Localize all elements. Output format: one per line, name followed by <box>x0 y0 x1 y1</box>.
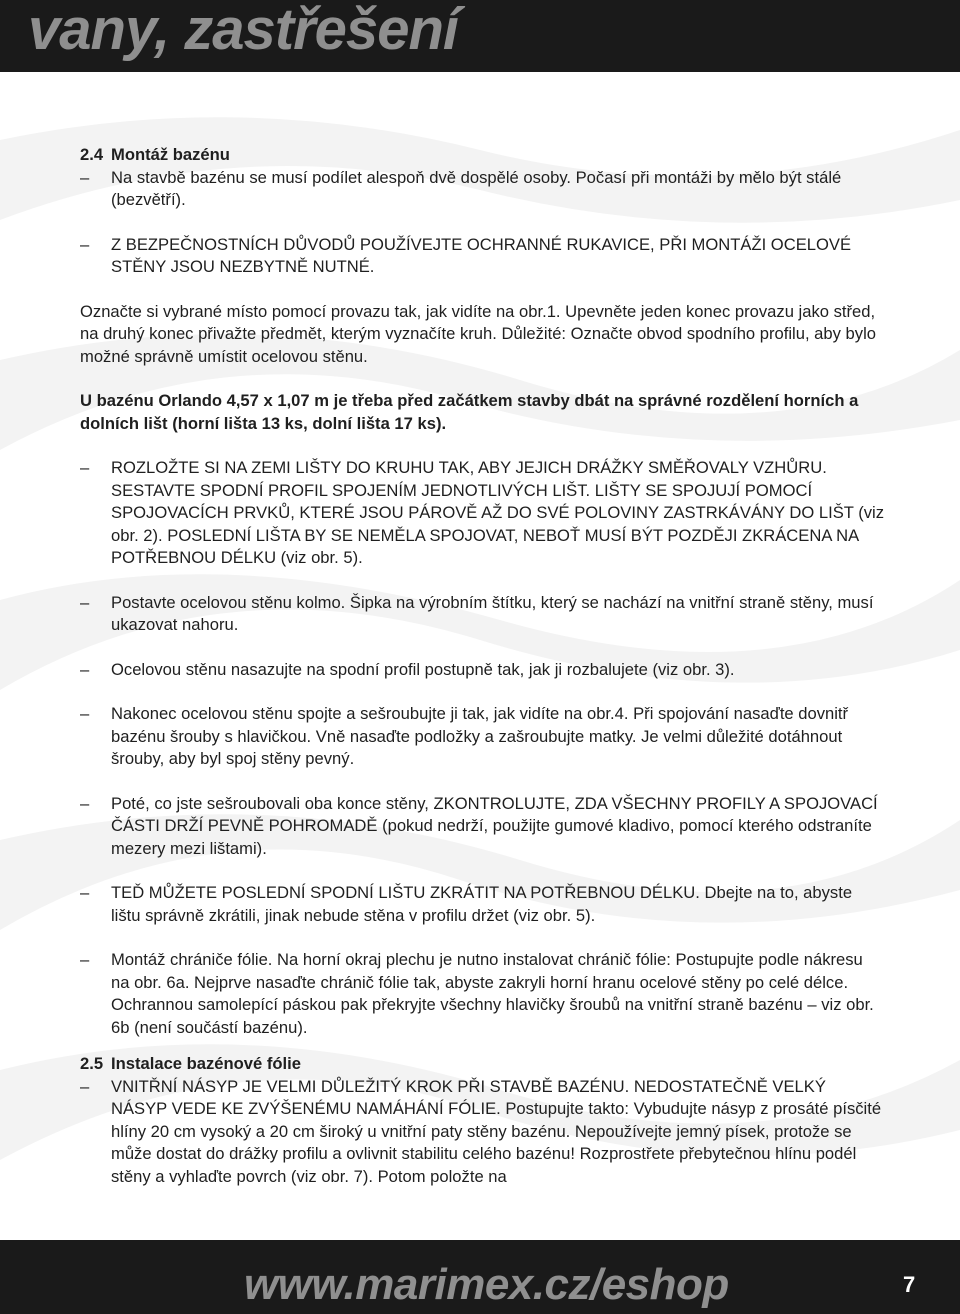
list-item <box>80 234 885 279</box>
section-title-text: Instalace bazénové fólie <box>111 1054 301 1073</box>
list-item-text: Nakonec ocelovou stěnu spojte a sešroubujte ji tak, jak vidíte na obr.4. Při spojování nasaďte dovnitř bazénu šrouby s hlavičkou. Vně nasaďte podložky a zašroubujte matky. Je velmi důležité dotáhnout šrouby, aby byl spoj stěny pevný. <box>111 704 849 768</box>
list-item-text: VNITŘNÍ NÁSYP JE VELMI DŮLEŽITÝ KROK PŘI STAVBĚ BAZÉNU. NEDOSTATEČNĚ VELKÝ NÁSYP VEDE KE ZVÝŠENÉMU NAMÁHÁNÍ FÓLIE. Postupujte takto: Vybudujte násyp z prosáté písčité hlíny 20 cm vysoký a 20 cm široký u vnitřní paty stěny bazénu. Nepoužívejte jemný písek, protože se může dostat do drážky profilu a ovlivnit stabilitu celého bazénu! Rozprostřete přebytečnou hlínu podél stěny a vyhlaďte povrch (viz obr. 7). Potom položte na <box>111 1076 882 1186</box>
header-title: vany, zastřešení <box>28 0 458 62</box>
dash: – <box>80 883 90 902</box>
list-item <box>80 592 885 637</box>
dash: – <box>80 704 90 723</box>
page-number: 7 <box>903 1272 916 1297</box>
list-item <box>80 793 885 861</box>
section-title-2-4 <box>80 144 885 167</box>
dash: – <box>80 1076 90 1096</box>
list-item <box>80 882 885 927</box>
paragraph-bold: U bazénu Orlando 4,57 x 1,07 m je třeba před začátkem stavby dbát na správné rozdělení horních a dolních lišt (horní lišta 13 ks, dolní lišta 17 ks). <box>80 391 859 433</box>
dash: – <box>80 793 90 813</box>
footer-url: www.marimex.cz/eshop <box>244 1260 729 1309</box>
list-item-text: Ocelovou stěnu nasazujte na spodní profil postupně tak, jak ji rozbalujete (viz obr. 3). <box>111 659 735 679</box>
list-item <box>80 457 885 570</box>
list-item <box>80 167 885 212</box>
dash: – <box>80 234 90 254</box>
list-item-text: Z BEZPEČNOSTNÍCH DŮVODŮ POUŽÍVEJTE OCHRANNÉ RUKAVICE, PŘI MONTÁŽI OCELOVÉ STĚNY JSOU NEZBYTNĚ NUTNÉ. <box>111 234 852 276</box>
header-band <box>0 0 960 72</box>
list-item-text: ROZLOŽTE SI NA ZEMI LIŠTY DO KRUHU TAK, ABY JEJICH DRÁŽKY SMĚŘOVALY VZHŮRU. SESTAVTE SPODNÍ PROFIL SPOJENÍM JEDNOTLIVÝCH LIŠT. LIŠTY SE SPOJUJÍ POMOCÍ SPOJOVACÍCH PRVKŮ, KTERÉ JSOU PÁROVĚ AŽ DO SVÉ POLOVINY ZASTRKÁVÁNY DO LIŠT (viz obr. 2). POSLEDNÍ LIŠTA BY SE NEMĚLA SPOJOVAT, NEBOŤ MUSÍ BÝT POZDĚJI ZKRÁCENA NA POTŘEBNOU DÉLKU (viz obr. 5). <box>111 458 885 567</box>
list-item-text: Na stavbě bazénu se musí podílet alespoň dvě dospělé osoby. Počasí při montáži by mělo být stálé (bezvětří). <box>111 167 842 209</box>
list-item <box>80 703 885 771</box>
dash: – <box>80 659 90 679</box>
page-content <box>80 144 885 1188</box>
list-item <box>80 1076 885 1189</box>
list-item-text: TEĎ MŮŽETE POSLEDNÍ SPODNÍ LIŠTU ZKRÁTIT NA POTŘEBNOU DÉLKU. Dbejte na to, abyste lištu správně zkrátili, jinak nebude stěna v profilu držet (viz obr. 5). <box>111 883 853 925</box>
dash: – <box>80 592 90 612</box>
list-item-text: Poté, co jste sešroubovali oba konce stěny, ZKONTROLUJTE, ZDA VŠECHNY PROFILY A SPOJOVACÍ ČÁSTI DRŽÍ PEVNĚ POHROMADĚ (pokud nedrží, použijte gumové kladivo, pomocí kterého odstraníte mezery mezi lištami). <box>111 793 878 858</box>
section-number: 2.5 <box>80 1054 104 1073</box>
footer-band <box>0 1240 960 1314</box>
dash: – <box>80 950 90 969</box>
section-number: 2.4 <box>80 145 104 164</box>
list-item <box>80 949 885 1039</box>
list-item-text: Montáž chrániče fólie. Na horní okraj plechu je nutno instalovat chránič fólie: Postupujte podle nákresu na obr. 6a. Nejprve nasaďte chránič fólie tak, abyste zakryli horní hranu ocelové stěny po celé délce. Ochrannou samolepící páskou pak překryjte všechny hlavičky šroubů na vnitřní straně bazénu – viz obr. 6b (není součástí bazénu). <box>111 950 874 1037</box>
dash: – <box>80 167 90 187</box>
dash: – <box>80 458 90 477</box>
paragraph: Označte si vybrané místo pomocí provazu tak, jak vidíte na obr.1. Upevněte jeden konec provazu jako střed, na druhý konec přivažte předmět, kterým vyznačíte kruh. Důležité: Označte obvod spodního profilu, aby bylo možné správně umístit ocelovou stěnu. <box>80 301 876 366</box>
section-title-2-5 <box>80 1053 885 1076</box>
list-item <box>80 659 885 682</box>
section-title-text: Montáž bazénu <box>111 145 230 164</box>
list-item-text: Postavte ocelovou stěnu kolmo. Šipka na výrobním štítku, který se nachází na vnitřní straně stěny, musí ukazovat nahoru. <box>111 592 874 634</box>
